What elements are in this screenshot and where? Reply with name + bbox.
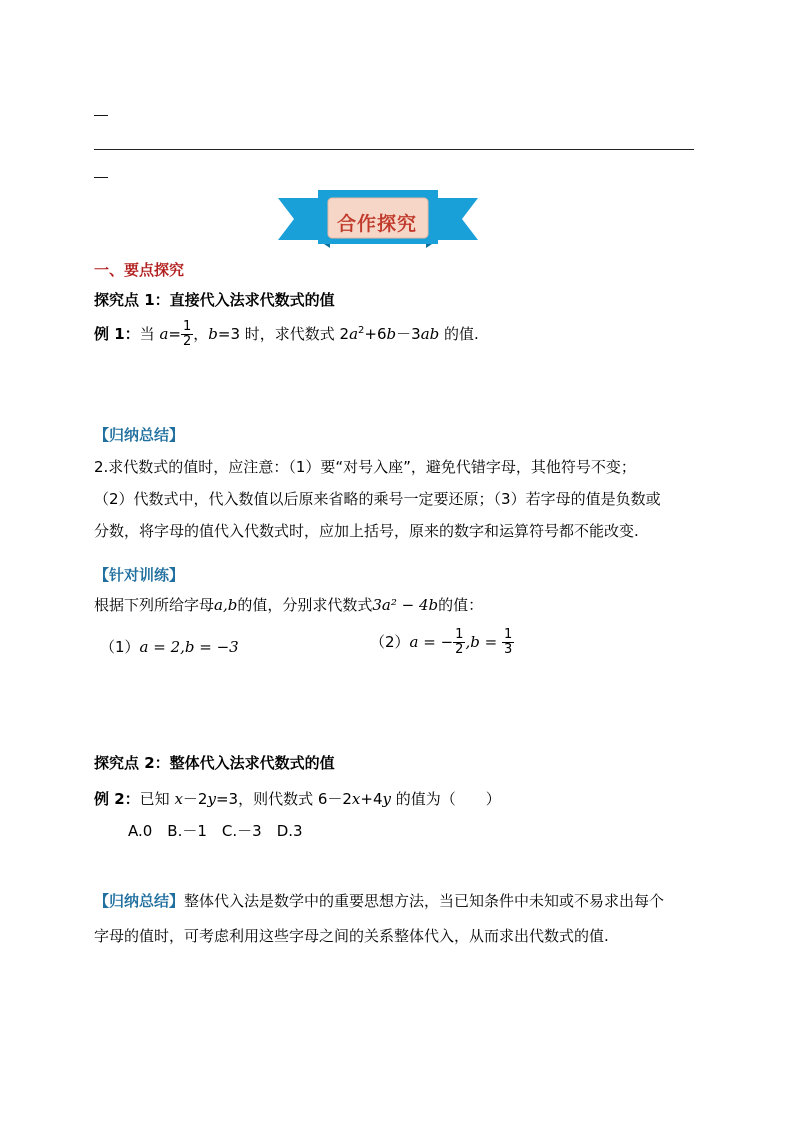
example1-var-ab: ab [420, 325, 440, 343]
example2-options: A.0 B.－1 C.－3 D.3 [128, 822, 303, 840]
banner-label: 合作探究 [336, 213, 417, 235]
example1-text-5: －3 [396, 325, 421, 343]
practice-text-3: 的值： [438, 596, 484, 614]
practice-item1 [100, 636, 239, 657]
practice-tag: 【针对训练】 [94, 566, 185, 584]
point2-title: 探究点 2：整体代入法求代数式的值 [94, 754, 335, 772]
example1-text-6: 的值. [439, 325, 479, 343]
practice-item2-label: （2） [370, 633, 410, 651]
example1-text-1: 当 [139, 325, 160, 343]
section-title: 一、要点探究 [94, 261, 185, 279]
header-dash-top: — [94, 106, 108, 122]
practice-text-1: 根据下列所给字母 [94, 596, 215, 614]
example2 [94, 788, 501, 809]
summary2-line2: 字母的值时，可考虑利用这些字母之间的关系整体代入，从而求出代数式的值. [94, 927, 609, 945]
example1-frac-den: 2 [182, 334, 192, 349]
summary1-line3: 分数，将字母的值代入代数式时，应加上括号，原来的数字和运算符号都不能改变. [94, 522, 639, 540]
example1-frac-num: 1 [182, 319, 192, 334]
example2-text-5: 的值为（ ） [391, 790, 501, 808]
practice-item2-frac1-num: 1 [455, 627, 464, 642]
example2-var-y: y [207, 790, 216, 808]
example1-var-a2: a [349, 325, 359, 343]
summary1-line2: （2）代数式中，代入数值以后原来省略的乘号一定要还原；（3）若字母的值是负数或 [94, 490, 661, 508]
example1-text-3: =3 时，求代数式 2 [217, 325, 350, 343]
summary2-tag: 【归纳总结】 [94, 892, 185, 910]
practice-item2-frac1 [453, 628, 465, 657]
practice-text-2: 的值，分别求代数式 [237, 596, 373, 614]
summary1-line1: 2.求代数式的值时，应注意：（1）要“对号入座”，避免代错字母，其他符号不变； [94, 458, 636, 476]
practice-item2-frac1-den: 2 [455, 642, 464, 657]
practice-item2-frac2-num: 1 [503, 627, 513, 642]
example2-text-4: +4 [360, 790, 383, 808]
practice-item2-frac2 [502, 628, 514, 657]
practice-item2-a: a = − [409, 633, 454, 651]
example2-var-x2: x [351, 790, 361, 808]
summary2-line1-text: 整体代入法是数学中的重要思想方法，当已知条件中未知或不易求出每个 [184, 892, 665, 910]
example2-var-y2: y [382, 790, 391, 808]
point1-title: 探究点 1：直接代入法求代数式的值 [94, 291, 335, 309]
practice-item2-b: ,b = [465, 633, 502, 651]
practice-item2 [370, 628, 514, 657]
example2-label: 例 2： [94, 790, 140, 808]
example1-label: 例 1： [94, 325, 140, 343]
practice-item1-label: （1） [100, 638, 140, 656]
summary2-line1 [94, 890, 664, 911]
example2-text-1: 已知 [139, 790, 175, 808]
example1-eq: = [168, 325, 181, 343]
header-dash-bottom: — [94, 168, 108, 184]
example1-var-a: a [159, 325, 169, 343]
example1-var-b2: b [386, 325, 397, 343]
example2-text-2: －2 [182, 790, 208, 808]
practice-vars: a,b [214, 596, 238, 614]
summary1-tag: 【归纳总结】 [94, 426, 185, 444]
example1-text-4: +6 [364, 325, 387, 343]
example1-var-b: b [208, 325, 218, 343]
example2-var-x: x [174, 790, 183, 808]
example1-text-2: ， [193, 325, 209, 343]
header-rule [94, 149, 694, 150]
example1-sup: 2 [358, 325, 365, 336]
example1 [94, 320, 479, 349]
practice-item2-frac2-den: 3 [503, 642, 513, 657]
practice-item1-expr: a = 2,b = −3 [139, 638, 239, 656]
example1-fraction [181, 320, 193, 349]
practice-expr: 3a² − 4b [372, 596, 439, 614]
practice-question [94, 594, 483, 615]
example2-text-3: =3，则代数式 6－2 [215, 790, 352, 808]
